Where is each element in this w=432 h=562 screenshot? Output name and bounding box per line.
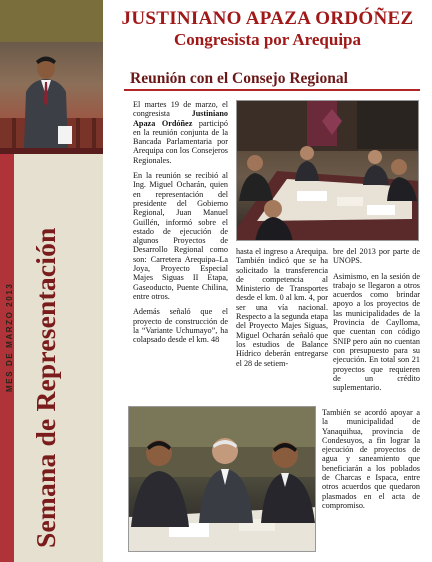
article-column-1 [133,100,228,350]
paragraph-transfer: hasta el ingreso a Arequipa. También indicó que se ha solicitado la transferencia de competencia al Ministerio de Transportes desde el km. 0 al km. 4, por ser una vía nacional. Respecto a la segunda etapa del Proyecto Majes Siguas, Miguel Ocharán señaló que los estudios de Balance Hídrico deberán entregarse el 28 de setiem- [236,247,328,368]
paragraph-intro [133,100,228,165]
paragraph-yanaquihua: También se acordó apoyar a la municipalidad de Yanaquihua, provincia de Condesuyos, a fin lograr la ejecución de proyectos de agua y saneamiento que beneficiarán a los poblados de Charcas e Ispaca, entre otros acuerdos que quedaron plasmados en el acta de compromiso. [322,408,420,510]
meeting-scene [237,101,419,241]
intro-text: El martes 19 de marzo, el congresista [133,100,228,119]
officials-scene [129,407,316,552]
meeting-photo-top [236,100,419,241]
sidebar-top-band [0,0,103,42]
sidebar-date: MES DE MARZO 2013 [5,282,14,392]
sidebar-divider [0,148,103,154]
article-column-2 [236,247,328,374]
congressman-name: JUSTINIANO APAZA ORDÓÑEZ [121,8,414,29]
paragraph-caylloma: Asimismo, en la sesión de trabajo se llegaron a otros acuerdos como brindar apoyo a los proyectos de las municipalidades de la Provincia de Caylloma, que cuentan con código SNIP pero aún no cuentan con presupuesto para su ejecución. En total son 21 proyectos que requieren de un crédito suplementario. [333,271,420,393]
article-title: Reunión con el Consejo Regional [130,70,348,87]
title-rule [124,89,420,91]
paragraph-unops: bre del 2013 por parte de UNOPS. [333,247,420,266]
meeting-photo-bottom [128,406,316,552]
paragraph-projects: En la reunión se recibió al Ing. Miguel Ocharán, quien en representación del presidente del Gobierno Regional, Juan Manuel Guillén, informó sobre el estado de ejecución de algunos Proyectos de Desarrollo Regional como son: Carretera Arequipa–La Joya, Proyecto Especial Majes Siguas II Etapa, Gaseoducto, Puente Chilina, entre otros. [133,171,228,301]
congressman-photo [0,42,103,148]
congressman-figure [18,52,74,148]
congressman-role: Congresista por Arequipa [173,30,362,49]
article-column-3-lower [322,408,420,516]
paragraph-variante: Además señaló que el proyecto de construcción de la “Variante Uchumayo”, ha colapsado desde el km. 48 [133,307,228,345]
intro-text-rest: participó en la reunión conjunta de la Bancada Parlamentaria por Arequipa con los Consejeros Regionales. [133,118,228,165]
congressman-name-inline: Justiniano Apaza Ordóñez [133,109,228,128]
article-column-3 [333,247,420,398]
sidebar-title: Semana de Representación [30,227,61,548]
